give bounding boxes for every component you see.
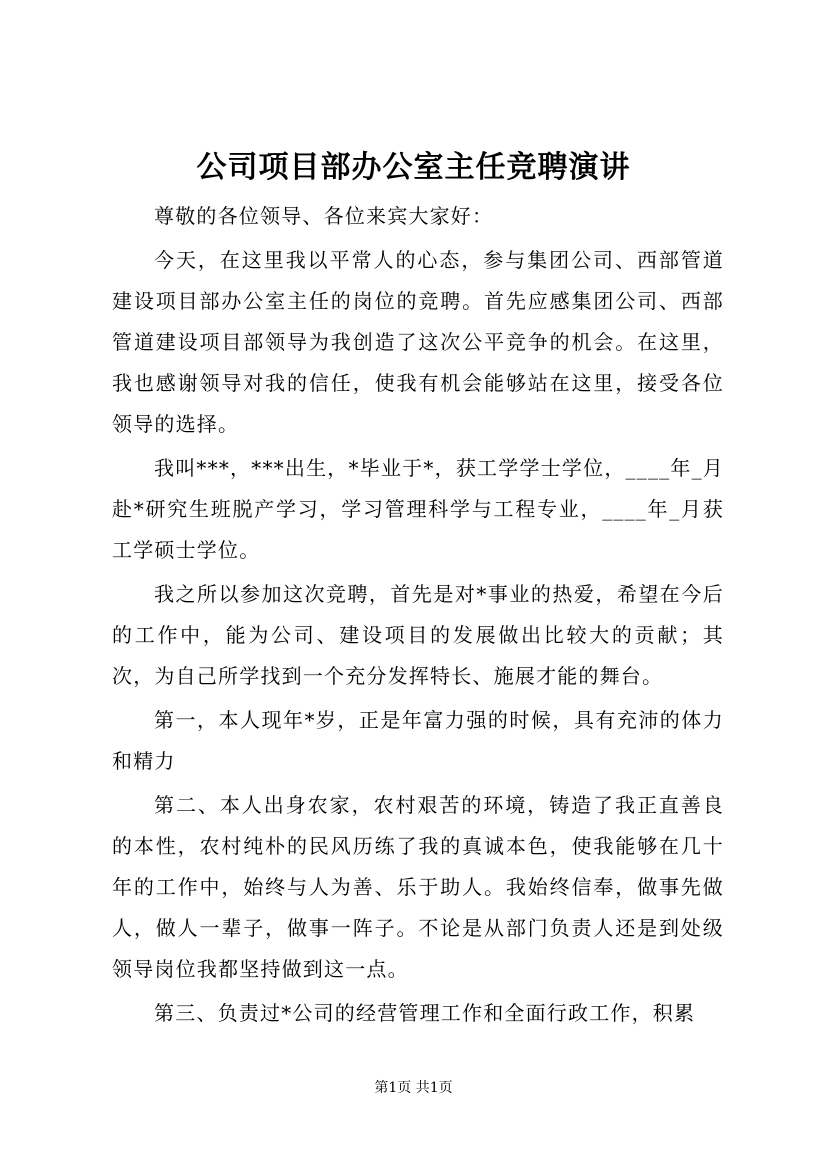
paragraph-point-two: 第二、本人出身农家，农村艰苦的环境，铸造了我正直善良的本性，农村纯朴的民风历练了我的真诚本色，使我能够在几十年的工作中，始终与人为善、乐于助人。我始终信奉，做事先做人，做人一辈子，做事一阵子。不论是从部门负责人还是到处级领导岗位我都坚持做到这一点。 xyxy=(112,793,724,981)
paragraph-greeting: 尊敬的各位领导、各位来宾大家好： xyxy=(154,204,494,228)
paragraph-intro: 今天，在这里我以平常人的心态，参与集团公司、西部管道建设项目部办公室主任的岗位的竞聘。首先应感集团公司、西部管道建设项目部领导为我创造了这次公平竞争的机会。在这里，我也感谢领导对我的信任，使我有机会能够站在这里，接受各位领导的选择。 xyxy=(112,248,724,436)
paragraph-point-three: 第三、负责过*公司的经营管理工作和全面行政工作，积累 xyxy=(154,1001,696,1025)
paragraph-background: 我叫***，***出生，*毕业于*，获工学学士学位，____年_月赴*研究生班脱产学习，学习管理科学与工程专业，____年_月获工学硕士学位。 xyxy=(112,456,724,562)
page-number-footer: 第1页 共1页 xyxy=(374,1080,453,1096)
paragraph-motivation: 我之所以参加这次竞聘，首先是对*事业的热爱，希望在今后的工作中，能为公司、建设项目的发展做出比较大的贡献；其次，为自己所学找到一个充分发挥特长、施展才能的舞台。 xyxy=(112,582,724,688)
document-body xyxy=(112,196,724,1037)
document-title: 公司项目部办公室主任竞聘演讲 xyxy=(196,150,631,185)
paragraph-point-one: 第一，本人现年*岁，正是年富力强的时候，具有充沛的体力和精力 xyxy=(112,708,724,773)
